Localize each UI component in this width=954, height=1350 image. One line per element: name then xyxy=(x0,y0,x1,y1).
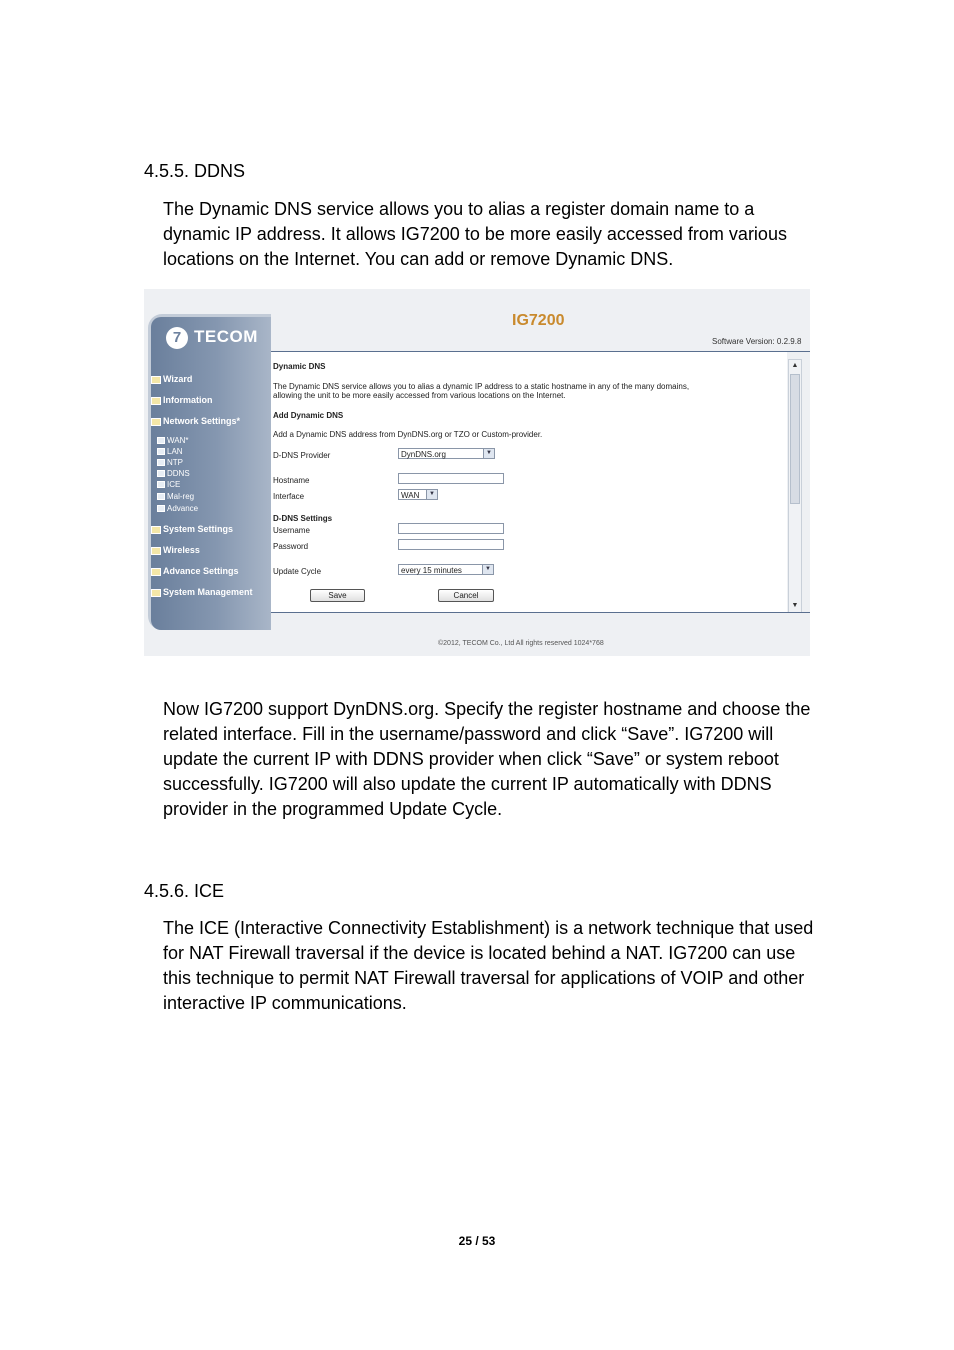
folder-icon xyxy=(151,547,161,555)
nav-label: System Management xyxy=(163,587,253,597)
section-heading-ddns: 4.5.5. DDNS xyxy=(144,161,246,181)
nav-label: System Settings xyxy=(163,524,234,534)
folder-icon xyxy=(151,589,161,597)
password-label: Password xyxy=(273,542,309,551)
add-dynamic-dns-heading: Add Dynamic DNS xyxy=(273,411,344,420)
subnav-label: Mal-reg xyxy=(167,492,195,501)
copyright-text: ©2012, TECOM Co., Ltd All rights reserved 1024*768 xyxy=(438,640,604,647)
page-icon xyxy=(157,481,165,488)
add-dynamic-dns-desc: Add a Dynamic DNS address from DynDNS.org or TZO or Custom-provider. xyxy=(273,430,543,439)
tecom-logo-icon: 7 xyxy=(166,327,188,349)
page-icon xyxy=(157,493,165,500)
nav-label: Information xyxy=(163,395,213,405)
page-icon xyxy=(157,448,165,455)
subnav-item-advance[interactable] xyxy=(157,504,198,513)
update-cycle-value: every 15 minutes xyxy=(401,566,462,575)
folder-icon xyxy=(151,526,161,534)
subnav-label: LAN xyxy=(167,447,183,456)
nav-item-wireless[interactable] xyxy=(151,545,200,555)
chevron-down-icon: ▼ xyxy=(483,449,494,458)
subnav-label: DDNS xyxy=(167,469,190,478)
subnav-item-ntp[interactable] xyxy=(157,458,183,467)
username-input[interactable] xyxy=(398,523,504,534)
dynamic-dns-desc-1: The Dynamic DNS service allows you to alias a dynamic IP address to a static hostname in any of the many domains, xyxy=(273,382,690,391)
hostname-label: Hostname xyxy=(273,476,310,485)
subnav-item-ddns[interactable] xyxy=(157,469,190,478)
dynamic-dns-heading: Dynamic DNS xyxy=(273,362,326,371)
provider-label: D-DNS Provider xyxy=(273,451,331,460)
folder-icon xyxy=(151,397,161,405)
device-title: IG7200 xyxy=(512,312,565,329)
subnav-label: WAN* xyxy=(167,436,189,445)
cancel-button[interactable]: Cancel xyxy=(438,589,494,602)
nav-item-wizard[interactable] xyxy=(151,374,192,384)
chevron-down-icon: ▼ xyxy=(426,490,437,499)
ice-intro-paragraph: The ICE (Interactive Connectivity Establishment) is a network technique that used for NAT Firewall traversal if the device is located behind a NAT. IG7200 can use this technique to permit NAT Firewall traversal for applications of VOIP and other interactive IP communications. xyxy=(163,918,814,1013)
nav-label: Network Settings* xyxy=(163,416,241,426)
d-dns-settings-heading: D-DNS Settings xyxy=(273,514,333,523)
tecom-logo xyxy=(161,323,271,353)
interface-label: Interface xyxy=(273,492,305,501)
nav-label: Wizard xyxy=(163,374,193,384)
interface-select[interactable] xyxy=(398,489,438,500)
password-input[interactable] xyxy=(398,539,504,550)
update-cycle-label: Update Cycle xyxy=(273,567,322,576)
scroll-down-icon[interactable]: ▼ xyxy=(791,602,799,609)
username-label: Username xyxy=(273,526,310,535)
ddns-screenshot xyxy=(144,289,810,656)
software-version: Software Version: 0.2.9.8 xyxy=(712,337,802,346)
subnav-item-ice[interactable] xyxy=(157,480,180,489)
folder-icon xyxy=(151,568,161,576)
update-cycle-select[interactable] xyxy=(398,564,494,575)
nav-item-system-settings[interactable] xyxy=(151,524,233,534)
nav-item-information[interactable] xyxy=(151,395,213,405)
interface-value: WAN xyxy=(401,491,420,500)
dynamic-dns-desc-2: allowing the unit to be more easily accessed from various locations on the Internet. xyxy=(273,391,566,400)
subnav-item-lan[interactable] xyxy=(157,447,183,456)
save-button[interactable]: Save xyxy=(310,589,365,602)
footer-divider xyxy=(271,612,810,613)
provider-value: DynDNS.org xyxy=(401,450,446,459)
subnav-item-mal-reg[interactable] xyxy=(157,492,194,501)
scroll-up-icon[interactable]: ▲ xyxy=(791,362,799,369)
chevron-down-icon: ▼ xyxy=(482,565,493,574)
page-icon xyxy=(157,459,165,466)
nav-item-advance-settings[interactable] xyxy=(151,566,239,576)
folder-icon xyxy=(157,505,165,512)
subnav-label: ICE xyxy=(167,480,181,489)
provider-select[interactable] xyxy=(398,448,495,459)
vertical-scrollbar[interactable] xyxy=(788,359,802,613)
folder-open-icon xyxy=(151,418,161,426)
page-number: 25 / 53 xyxy=(458,1234,496,1248)
ddns-usage-paragraph: Now IG7200 support DynDNS.org. Specify the register hostname and choose the related interface. Fill in the username/password and click “Save”. IG7200 will update the current IP with DDNS provider when click “Save” or system reboot successfully. IG7200 will also update the current IP automatically with DDNS provider in the programmed Update Cycle. xyxy=(163,699,811,819)
nav-item-system-management[interactable] xyxy=(151,587,253,597)
hostname-input[interactable] xyxy=(398,473,504,484)
nav-label: Wireless xyxy=(163,545,200,555)
scrollbar-thumb[interactable] xyxy=(790,374,800,504)
sidebar xyxy=(151,317,271,630)
tecom-logo-text: TECOM xyxy=(194,327,258,346)
page-icon xyxy=(157,437,165,444)
nav-label: Advance Settings xyxy=(163,566,239,576)
nav-item-network-settings[interactable] xyxy=(151,416,240,426)
subnav-label: NTP xyxy=(167,458,183,467)
subnav-item-wan[interactable] xyxy=(157,436,188,445)
ddns-intro-paragraph: The Dynamic DNS service allows you to alias a register domain name to a dynamic IP address. It allows IG7200 to be more easily accessed from various locations on the Internet. You can add or remove Dynamic DNS. xyxy=(163,199,787,269)
folder-icon xyxy=(151,376,161,384)
content-panel xyxy=(271,352,787,612)
section-heading-ice: 4.5.6. ICE xyxy=(144,881,225,901)
subnav-label: Advance xyxy=(167,504,199,513)
page-icon xyxy=(157,470,165,477)
